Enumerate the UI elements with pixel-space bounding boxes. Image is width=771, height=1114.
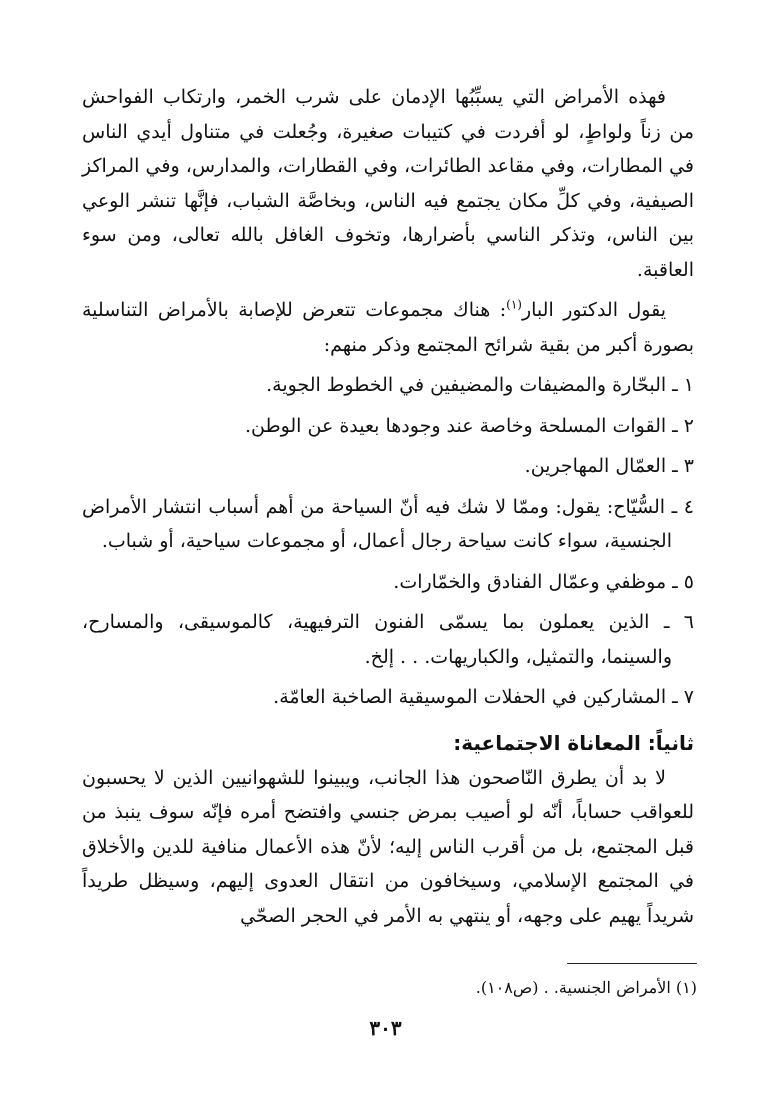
page-number: ٣٠٣ (369, 1016, 402, 1040)
groups-list (82, 368, 694, 715)
doctor-quote-paragraph (82, 293, 694, 362)
footnote-divider (567, 963, 697, 964)
doctor-quote-lead: يقول الدكتور البار (521, 299, 666, 321)
list-item: ١ ـ البحّارة والمضيفات والمضيفين في الخطوط الجوية. (266, 374, 694, 396)
list-item: ٣ ـ العمّال المهاجرين. (524, 455, 694, 477)
list-item: ٦ ـ الذين يعملون بما يسمّى الفنون الترفيهية، كالموسيقى، والمسارح، والسينما، والتمثيل، والكباريهات. . . إلخ. (82, 611, 694, 668)
footnote-reference: (١) (506, 297, 522, 312)
section-heading: ثانياً: المعاناة الاجتماعية: (453, 730, 694, 755)
main-text (82, 80, 694, 933)
list-item: ٢ ـ القوات المسلحة وخاصة عند وجودها بعيدة عن الوطن. (244, 414, 694, 437)
list-item: ٥ ـ موظفي وعمّال الفنادق والخمّارات. (393, 570, 694, 593)
footnote: (١) الأمراض الجنسية. . (ص١٠٨). (475, 978, 697, 997)
list-item: ٧ ـ المشاركين في الحفلات الموسيقية الصاخبة العامّة. (273, 686, 694, 708)
section-paragraph: لا بد أن يطرق النّاصحون هذا الجانب، ويبينوا للشهوانيين الذين لا يحسبون للعواقب حساباً، أنّه لو أصيب بمرض جنسي وافتضح أمره فإنّه سوف ينبذ من قبل المجتمع، بل من أقرب الناس إليه؛ لأنّ هذه الأعمال منافية للدين والأخلاق في المجتمع الإسلامي، وسيخافون من انتقال العدوى إليهم، وسيظل طريداً شريداً يهيم على وجهه، أو ينتهي به الأمر في الحجر الصحّي (82, 766, 694, 927)
intro-paragraph: فهذه الأمراض التي يسبِّبُها الإدمان على شرب الخمر، وارتكاب الفواحش من زناً ولواطٍ، لو أفردت في كتيبات صغيرة، وجُعلت في متناول أيدي الناس في المطارات، وفي مقاعد الطائرات، وفي القطارات، والمدارس، وفي المراكز الصيفية، وفي كلِّ مكان يجتمع فيه الناس، وبخاصَّة الشباب، فإنَّها تنشر الوعي بين الناس، وتذكر الناسي بأضرارها، وتخوف الغافل بالله تعالى، ومن سوء العاقبة. (82, 86, 694, 281)
list-item: ٤ ـ السُّيّاح: يقول: وممّا لا شك فيه أنّ السياحة من أهم أسباب انتشار الأمراض الجنسية، سواء كانت سياحة رجال أعمال، أو مجموعات سياحية، أو شباب. (82, 495, 694, 552)
doctor-quote-rest: : هناك مجموعات تتعرض للإصابة بالأمراض التناسلية بصورة أكبر من بقية شرائح المجتمع وذكر منهم: (82, 299, 694, 356)
